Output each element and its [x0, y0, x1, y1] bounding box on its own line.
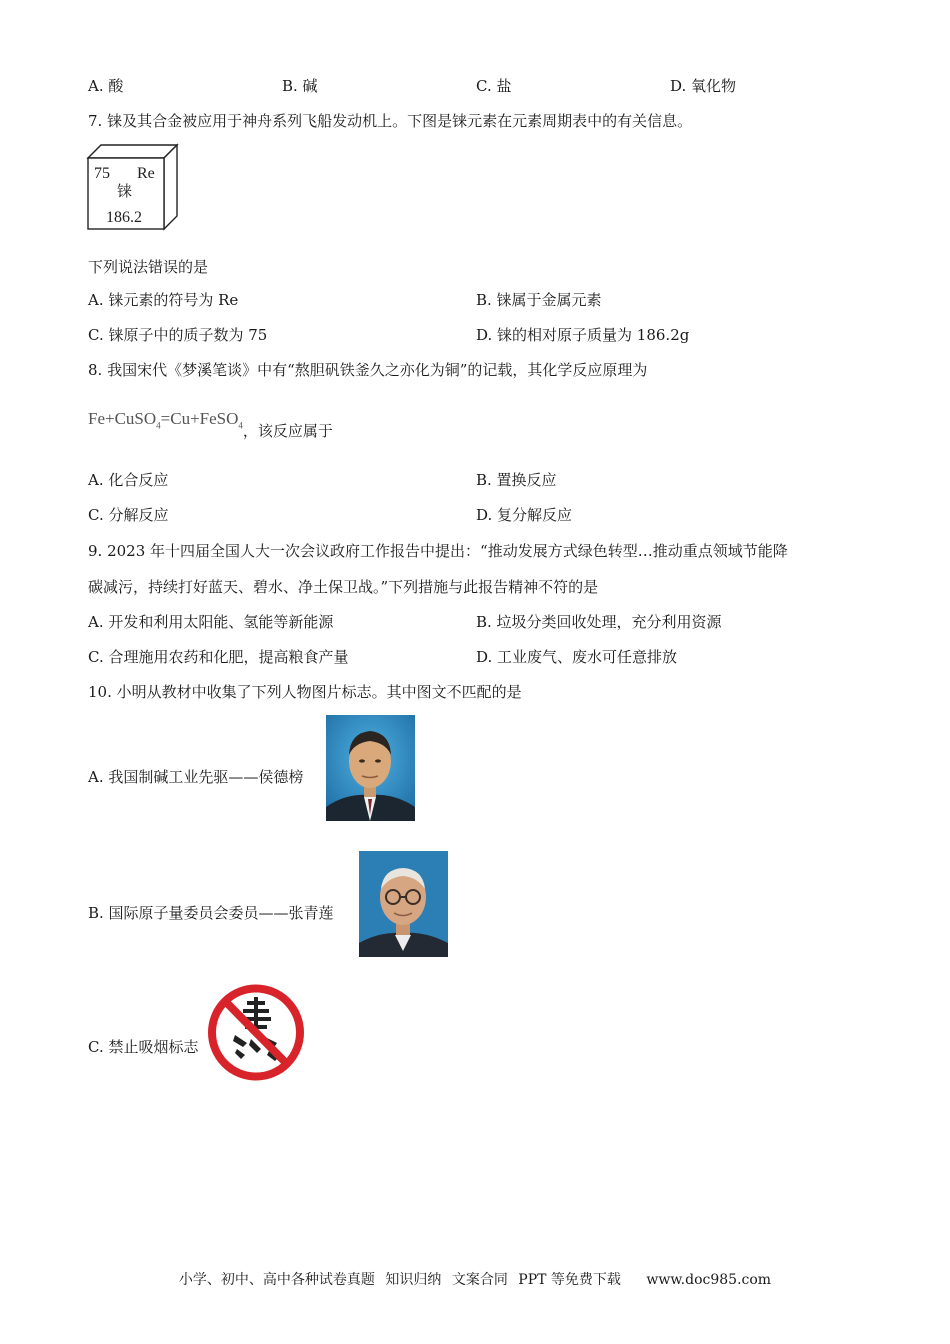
- q8-option-d: D. 复分解反应: [476, 506, 573, 524]
- q7-option-b: B. 铼属于金属元素: [476, 291, 602, 309]
- footer-item-4: PPT 等免费下载: [518, 1272, 621, 1288]
- no-smoking-sign-icon: [207, 983, 305, 1082]
- element-symbol: Re: [137, 165, 155, 182]
- q10-stem: 10. 小明从教材中收集了下列人物图片标志。其中图文不匹配的是: [88, 683, 522, 701]
- q8-option-a: A. 化合反应: [88, 471, 169, 489]
- atomic-mass: 186.2: [106, 209, 142, 226]
- footer-item-3: 文案合同: [451, 1272, 508, 1288]
- q9-option-d: D. 工业废气、废水可任意排放: [476, 648, 678, 666]
- q9-option-c: C. 合理施用农药和化肥，提高粮食产量: [88, 648, 349, 666]
- q6-option-a: A. 酸: [88, 77, 124, 95]
- q6-option-d: D. 氧化物: [670, 77, 737, 95]
- zhang-qinglian-portrait: [359, 851, 448, 957]
- q9-option-a: A. 开发和利用太阳能、氢能等新能源: [88, 613, 334, 631]
- q6-option-c: C. 盐: [476, 77, 512, 95]
- q7-stem: 7. 铼及其合金被应用于神舟系列飞船发动机上。下图是铼元素在元素周期表中的有关信息。: [88, 112, 693, 130]
- q7-option-d: D. 铼的相对原子质量为 186.2g: [476, 326, 690, 344]
- footer-item-1: 小学、初中、高中各种试卷真题: [178, 1272, 375, 1288]
- footer-item-2: 知识归纳: [385, 1272, 442, 1288]
- q6-option-b: B. 碱: [282, 77, 318, 95]
- q8-option-c: C. 分解反应: [88, 506, 169, 524]
- q7-prompt: 下列说法错误的是: [88, 258, 209, 276]
- q10-option-a: A. 我国制碱工业先驱——侯德榜: [88, 768, 304, 786]
- q10-option-c: C. 禁止吸烟标志: [88, 1038, 199, 1056]
- q9-option-b: B. 垃圾分类回收处理，充分利用资源: [476, 613, 722, 631]
- element-name: 铼: [117, 182, 133, 200]
- element-tile-rhenium: [86, 143, 180, 231]
- footer-url[interactable]: www.doc985.com: [646, 1272, 772, 1288]
- hou-debang-portrait: [326, 715, 415, 821]
- q8-equation: Fe+CuSO$_4$=Cu+FeSO$_4$，该反应属于: [88, 409, 333, 440]
- q10-option-b: B. 国际原子量委员会委员——张青莲: [88, 904, 334, 922]
- q9-stem-line-1: 9. 2023 年十四届全国人大一次会议政府工作报告中提出：“推动发展方式绿色转型…推动重点领域节能降: [88, 542, 788, 560]
- q8-stem: 8. 我国宋代《梦溪笔谈》中有“熬胆矾铁釜久之亦化为铜”的记载，其化学反应原理为: [88, 361, 648, 379]
- page-footer: [0, 1269, 950, 1289]
- q7-option-a: A. 铼元素的符号为 Re: [88, 291, 239, 309]
- q7-option-c: C. 铼原子中的质子数为 75: [88, 326, 268, 344]
- q9-stem-line-2: 碳减污，持续打好蓝天、碧水、净土保卫战。”下列措施与此报告精神不符的是: [88, 578, 599, 596]
- q8-option-b: B. 置换反应: [476, 471, 557, 489]
- atomic-number: 75: [94, 165, 110, 182]
